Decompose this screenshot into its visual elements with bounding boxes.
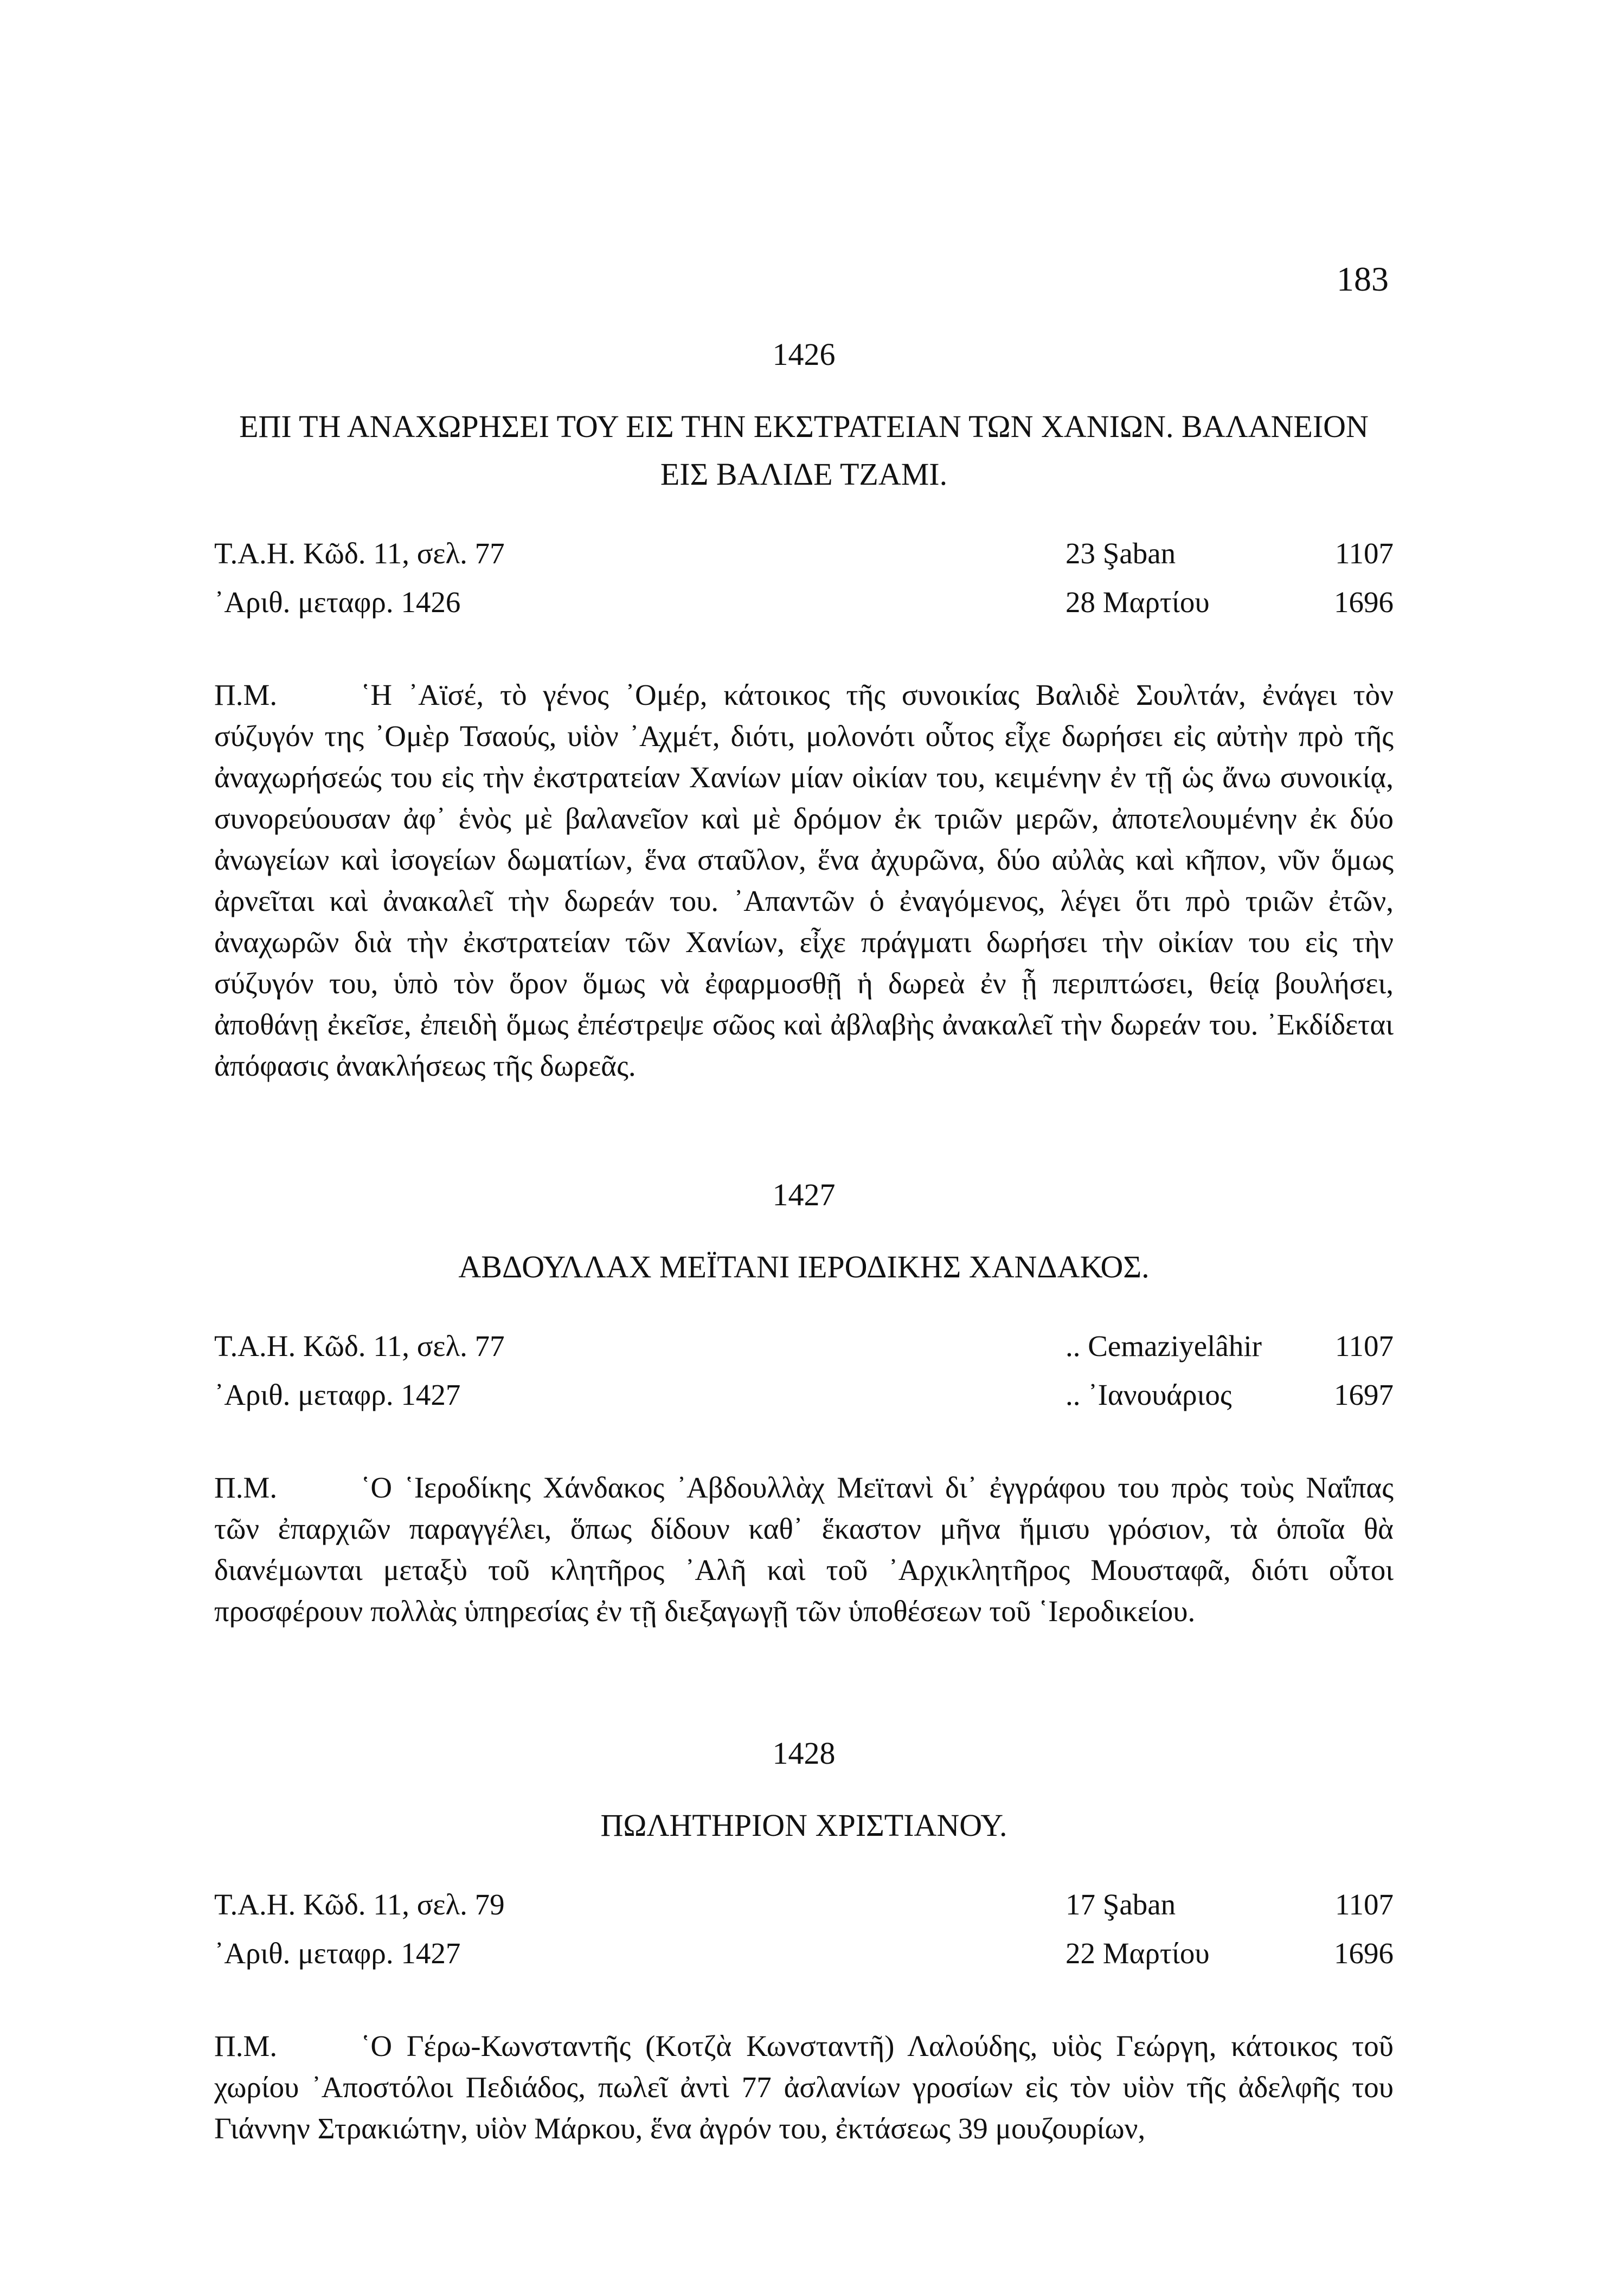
metadata-row <box>214 585 1394 634</box>
hijri-date: 23 Şaban <box>1065 537 1176 570</box>
metadata-row <box>214 536 1394 585</box>
gregorian-year: 1696 <box>1334 1937 1394 1970</box>
entry-number: 1428 <box>772 1736 836 1771</box>
metadata-row <box>214 1378 1394 1426</box>
entry-text: ῾Ο Γέρω-Κωνσταντῆς (Κοτζὰ Κωνσταντῆ) Λαλούδης, υἱὸς Γεώργη, κάτοικος τοῦ χωρίου ᾿Αποστόλοι Πεδιάδος, πωλεῖ ἀντὶ 77 ἀσλανίων γροσίων εἰς τὸν υἱὸν τῆς ἀδελφῆς του Γιάννην Στρακιώτην, υἱὸν Μάρκου, ἕνα ἀγρόν του, ἐκτάσεως 39 μουζουρίων, <box>214 2029 1394 2145</box>
translation-number: ᾿Αριθ. μεταφρ. 1426 <box>214 586 461 619</box>
entry-title: ΕΠΙ ΤΗ ΑΝΑΧΩΡΗΣΕΙ ΤΟΥ ΕΙΣ ΤΗΝ ΕΚΣΤΡΑΤΕΙΑΝ ΤΩΝ ΧΑΝΙΩΝ. ΒΑΛΑΝΕΙΟΝ ΕΙΣ ΒΑΛΙΔΕ ΤΖΑΜΙ. <box>239 409 1369 492</box>
entry-1427 <box>214 1179 1394 1632</box>
codex-reference: Τ.Α.Η. Κῶδ. 11, σελ. 77 <box>214 1329 505 1363</box>
entry-metadata <box>214 1887 1394 1985</box>
entry-body <box>214 2026 1394 2149</box>
translation-number: ᾿Αριθ. μεταφρ. 1427 <box>214 1937 461 1970</box>
entry-body <box>214 674 1394 1087</box>
entry-metadata <box>214 1329 1394 1426</box>
gregorian-date: 28 Μαρτίου <box>1065 586 1210 619</box>
metadata-row <box>214 1887 1394 1936</box>
entry-title: ΑΒΔΟΥΛΛΑΧ ΜΕΪΤΑΝΙ ΙΕΡΟΔΙΚΗΣ ΧΑΝΔΑΚΟΣ. <box>458 1249 1150 1284</box>
entry-1428 <box>214 1738 1394 2149</box>
page-number: 183 <box>1337 260 1389 298</box>
codex-reference: Τ.Α.Η. Κῶδ. 11, σελ. 79 <box>214 1888 505 1921</box>
entry-number: 1427 <box>772 1177 836 1212</box>
gregorian-date: .. ᾿Ιανουάριος <box>1065 1378 1232 1411</box>
metadata-row <box>214 1936 1394 1985</box>
gregorian-year: 1697 <box>1334 1378 1394 1411</box>
entry-title: ΠΩΛΗΤΗΡΙΟΝ ΧΡΙΣΤΙΑΝΟΥ. <box>600 1808 1007 1843</box>
entry-metadata <box>214 536 1394 634</box>
gregorian-year: 1696 <box>1334 586 1394 619</box>
entry-lead: Π.Μ. <box>214 2029 278 2062</box>
codex-reference: Τ.Α.Η. Κῶδ. 11, σελ. 77 <box>214 537 505 570</box>
gregorian-date: 22 Μαρτίου <box>1065 1937 1210 1970</box>
entry-1426 <box>214 339 1394 1087</box>
hijri-year: 1107 <box>1335 537 1394 570</box>
entry-text: ῾Η ᾿Αϊσέ, τὸ γένος ᾿Ομέρ, κάτοικος τῆς συνοικίας Βαλιδὲ Σουλτάν, ἐνάγει τὸν σύζυγόν της ᾿Ομὲρ Τσαούς, υἱὸν ᾿Αχμέτ, διότι, μολονότι οὗτος εἶχε δωρήσει εἰς αὐτὴν πρὸ τῆς ἀναχωρήσεώς του εἰς τὴν ἐκστρατείαν Χανίων μίαν οἰκίαν του, κειμένην ἐν τῇ ὡς ἄνω συνοικίᾳ, συνορεύουσαν ἀφ᾿ ἑνὸς μὲ βαλανεῖον καὶ μὲ δρόμον ἐκ τριῶν μερῶν, ἀποτελουμένην ἐκ δύο ἀνωγείων καὶ ἰσογείων δωματίων, ἕνα σταῦλον, ἕνα ἀχυρῶνα, δύο αὐλὰς καὶ κῆπον, νῦν ὅμως ἀρνεῖται καὶ ἀνακαλεῖ τὴν δωρεάν του. ᾿Απαντῶν ὁ ἐναγόμενος, λέγει ὅτι πρὸ τριῶν ἐτῶν, ἀναχωρῶν διὰ τὴν ἐκστρατείαν τῶν Χανίων, εἶχε πράγματι δωρήσει τὴν οἰκίαν του εἰς τὴν σύζυγόν του, ὑπὸ τὸν ὅρον ὅμως νὰ ἐφαρμοσθῇ ἡ δωρεὰ ἐν ᾗ περιπτώσει, θείᾳ βουλήσει, ἀποθάνῃ ἐκεῖσε, ἐπειδὴ ὅμως ἐπέστρεψε σῶος καὶ ἀβλαβὴς ἀνακαλεῖ τὴν δωρεάν του. ᾿Εκδίδεται ἀπόφασις ἀνακλήσεως τῆς δωρεᾶς. <box>214 678 1394 1082</box>
hijri-date: .. Cemaziyelâhir <box>1065 1329 1262 1363</box>
entry-text: ῾Ο ῾Ιεροδίκης Χάνδακος ᾿Αβδουλλὰχ Μεϊτανὶ δι᾿ ἐγγράφου του πρὸς τοὺς Ναΐπας τῶν ἐπαρχιῶν παραγγέλει, ὅπως δίδουν καθ᾿ ἕκαστον μῆνα ἥμισυ γρόσιον, τὰ ὁποῖα θὰ διανέμωνται μεταξὺ τοῦ κλητῆρος ᾿Αλῆ καὶ τοῦ ᾿Αρχικλητῆρος Μουσταφᾶ, διότι οὗτοι προσφέρουν πολλὰς ὑπηρεσίας ἐν τῇ διεξαγωγῇ τῶν ὑποθέσεων τοῦ ῾Ιεροδικείου. <box>214 1471 1394 1628</box>
metadata-row <box>214 1329 1394 1378</box>
entry-body <box>214 1467 1394 1632</box>
hijri-date: 17 Şaban <box>1065 1888 1176 1921</box>
hijri-year: 1107 <box>1335 1329 1394 1363</box>
entry-number: 1426 <box>772 337 836 372</box>
hijri-year: 1107 <box>1335 1888 1394 1921</box>
translation-number: ᾿Αριθ. μεταφρ. 1427 <box>214 1378 461 1411</box>
entry-lead: Π.Μ. <box>214 1471 278 1504</box>
entry-lead: Π.Μ. <box>214 678 278 711</box>
